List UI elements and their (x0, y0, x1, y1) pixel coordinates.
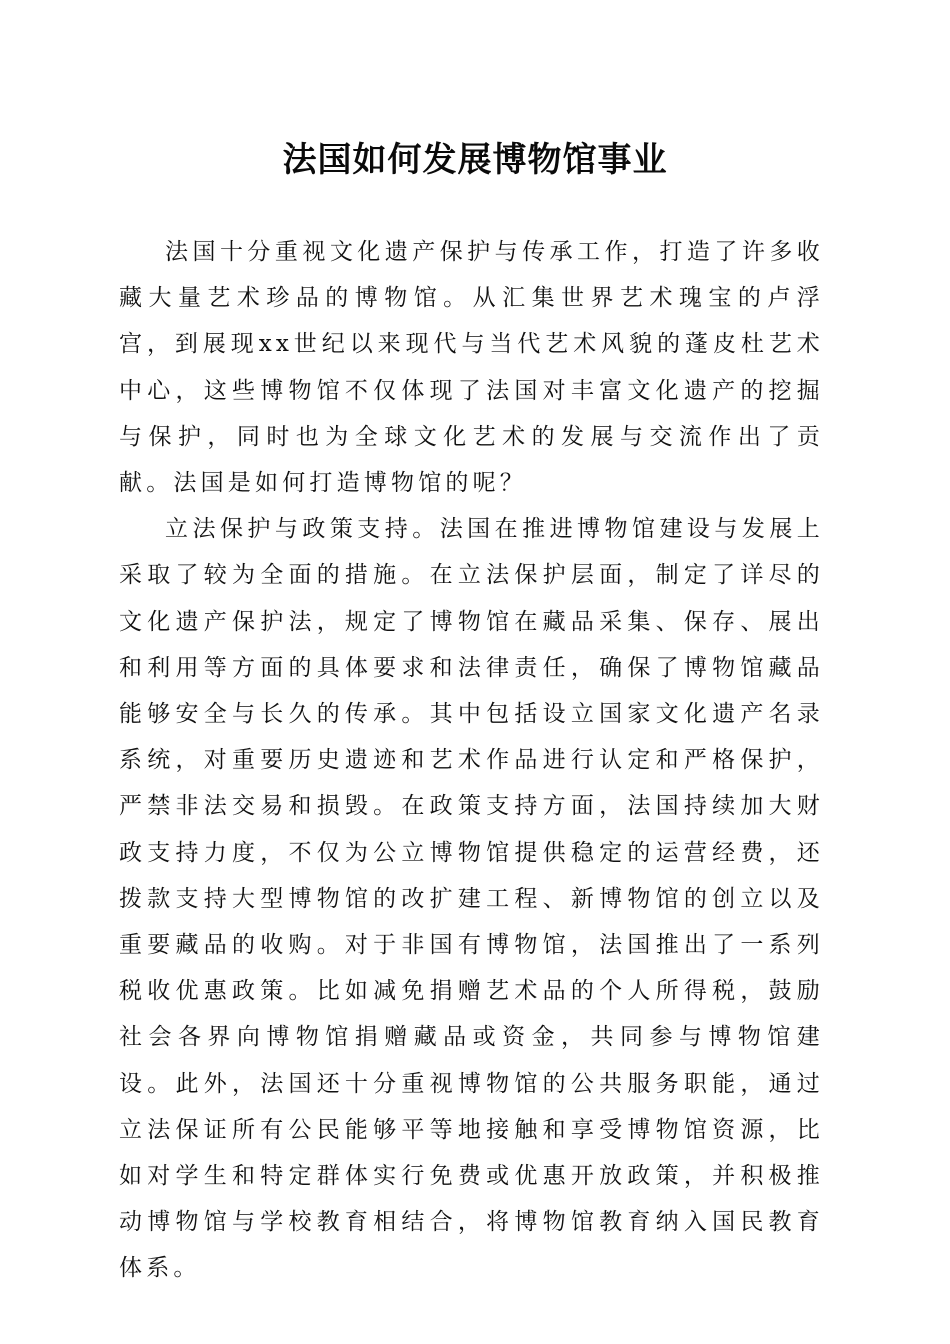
paragraph-intro: 法国十分重视文化遗产保护与传承工作，打造了许多收藏大量艺术珍品的博物馆。从汇集世界艺术瑰宝的卢浮宫，到展现xx世纪以来现代与当代艺术风貌的蓬皮杜艺术中心，这些博物馆不仅体现了法国对丰富文化遗产的挖掘与保护，同时也为全球文化艺术的发展与交流作出了贡献。法国是如何打造博物馆的呢？ (119, 239, 824, 497)
document-title: 法国如何发展博物馆事业 (282, 140, 668, 180)
document-body (119, 229, 824, 1292)
paragraph-legislation-policy: 立法保护与政策支持。法国在推进博物馆建设与发展上采取了较为全面的措施。在立法保护层面，制定了详尽的文化遗产保护法，规定了博物馆在藏品采集、保存、展出和利用等方面的具体要求和法律责任，确保了博物馆藏品能够安全与长久的传承。其中包括设立国家文化遗产名录系统，对重要历史遗迹和艺术作品进行认定和严格保护，严禁非法交易和损毁。在政策支持方面，法国持续加大财政支持力度，不仅为公立博物馆提供稳定的运营经费，还拨款支持大型博物馆的改扩建工程、新博物馆的创立以及重要藏品的收购。对于非国有博物馆，法国推出了一系列税收优惠政策。比如减免捐赠艺术品的个人所得税，鼓励社会各界向博物馆捐赠藏品或资金，共同参与博物馆建设。此外，法国还十分重视博物馆的公共服务职能，通过立法保证所有公民能够平等地接触和享受博物馆资源，比如对学生和特定群体实行免费或优惠开放政策，并积极推动博物馆与学校教育相结合，将博物馆教育纳入国民教育体系。 (119, 516, 824, 1282)
